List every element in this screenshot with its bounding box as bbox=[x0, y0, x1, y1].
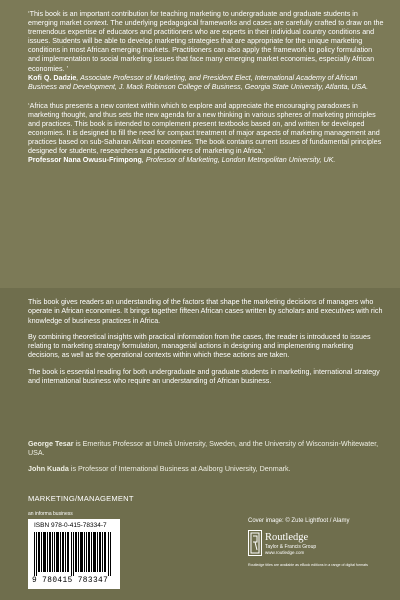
routledge-logo-icon bbox=[248, 530, 262, 556]
author-bios bbox=[28, 440, 384, 480]
endorsement-1 bbox=[28, 10, 384, 92]
barcode-block bbox=[28, 519, 120, 589]
endorsement-attribution bbox=[28, 156, 384, 165]
endorsement-2 bbox=[28, 102, 384, 166]
endorser-name: Kofi Q. Dadzie bbox=[28, 73, 77, 82]
informa-tagline: an informa business bbox=[28, 511, 73, 517]
isbn: ISBN 978-0-415-78334-7 bbox=[34, 522, 107, 529]
barcode-icon bbox=[34, 532, 114, 576]
endorsement-text: ‘Africa thus presents a new context within which to explore and appreciate the encouraging paradoxes in marketing thought, and thus sets the new agenda for a new thinking in various spheres of marketing principles and practices. This book is intended to complement present textbooks based on, and written for developed economies. It is designed to fill the need for compact treatment of major aspects of marketing management and practices based on sub-Saharan African economies. The book contains current issues of fundamental principles designed for students, researchers and practitioners of marketing in Africa.’ bbox=[28, 101, 382, 156]
publisher-group: Taylor & Francis Group bbox=[265, 544, 317, 550]
author-bio-text: is Emeritus Professor at Umeå University, Sweden, and the University of Wisconsin-Whitewater, USA. bbox=[28, 440, 379, 458]
subject-category: MARKETING/MANAGEMENT bbox=[28, 494, 134, 503]
endorser-name: Professor Nana Owusu-Frimpong bbox=[28, 156, 142, 165]
cover-image-credit: Cover image: © Zute Lightfoot / Alamy bbox=[248, 518, 350, 524]
description-paragraph: This book gives readers an understanding of the factors that shape the marketing decisions of managers who operate in African economies. It brings together fifteen African cases written by scholars and executives with rich knowledge of business practices in Africa. bbox=[28, 298, 383, 325]
endorsements-panel bbox=[0, 0, 400, 288]
endorser-affiliation: , Professor of Marketing, London Metropolitan University, UK. bbox=[141, 156, 336, 165]
publisher-name: Routledge bbox=[265, 532, 309, 543]
author-bio bbox=[28, 440, 384, 459]
author-bio bbox=[28, 465, 384, 474]
author-name: George Tesar bbox=[28, 440, 74, 448]
endorsement-text: ‘This book is an important contribution for teaching marketing to undergraduate and graduate students in emerging market context. The underlying pedagogical frameworks and cases are carefully crafted to draw on the tremendous expertise of educators and practitioners who are experts in their individual country conditions and issues. Students will be able to develop marketing strategies that are appropriate for the unique marketing conditions in most African emerging markets. Practitioners can also apply the framework to policy formulation and implementation to social marketing issues that face many emerging market economies, especially African economies. ’ bbox=[28, 10, 384, 73]
description-paragraph: By combining theoretical insights with practical information from the cases, the reader is introduced to issues relating to marketing strategy formulation, managerial actions in designing and implementing marketing decisions, as well as the operational contexts within which these actions are taken. bbox=[28, 332, 371, 360]
ebook-note: Routledge titles are available as eBook editions in a range of digital formats bbox=[248, 563, 368, 567]
book-description bbox=[28, 298, 384, 393]
endorsement-attribution bbox=[28, 74, 384, 92]
barcode-number: 9 780415 783347 bbox=[32, 577, 109, 585]
author-bio-text: is Professor of International Business at Aalborg University, Denmark. bbox=[68, 464, 291, 473]
author-name: John Kuada bbox=[28, 464, 69, 473]
description-paragraph: The book is essential reading for both undergraduate and graduate students in marketing, international strategy and international business who require an understanding of African business. bbox=[28, 367, 380, 386]
endorser-affiliation: , Associate Professor of Marketing, and President Elect, International Academy of African Business and Development, J. Mack Robinson College of Business, Georgia State University, Atlanta, USA. bbox=[28, 73, 369, 91]
publisher-url: www.routledge.com bbox=[265, 550, 305, 555]
